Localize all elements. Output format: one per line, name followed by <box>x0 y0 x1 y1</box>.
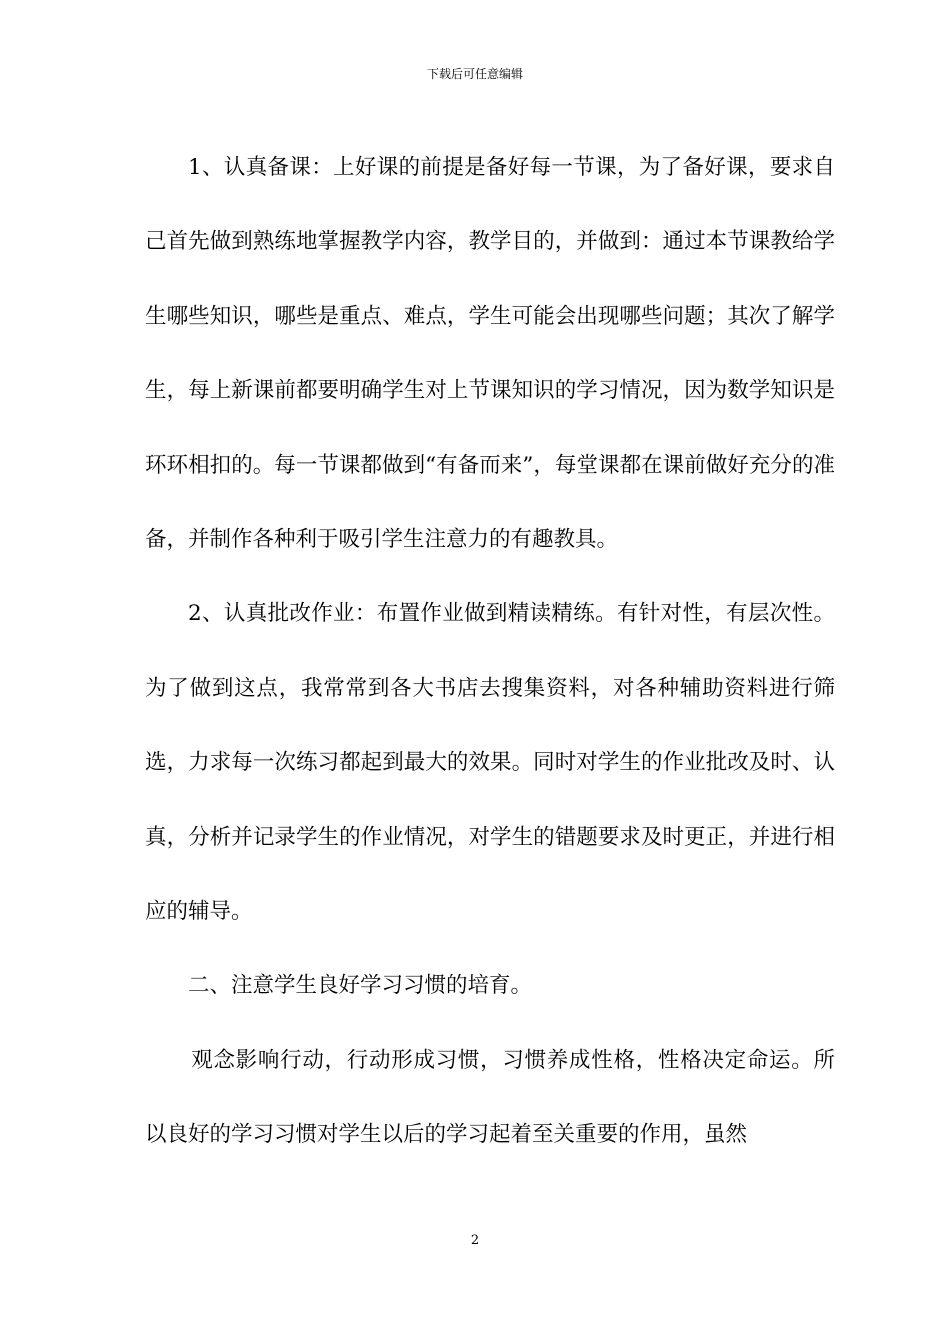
section-heading-study-habits: 二、注意学生良好学习习惯的培育。 <box>188 973 533 999</box>
page-number: 2 <box>470 1233 480 1248</box>
document-body <box>145 131 835 1173</box>
paragraph-study-habits: 观念影响行动，行动形成习惯，习惯养成性格，性格决定命运。所以良好的学习习惯对学生以后的学习起着至关重要的作用，虽然 <box>145 1047 835 1148</box>
paragraph-lesson-preparation: 1、认真备课：上好课的前提是备好每一节课，为了备好课，要求自己首先做到熟练地掌握教学内容，教学目的，并做到：通过本节课教给学生哪些知识，哪些是重点、难点，学生可能会出现哪些问题；其次了解学生，每上新课前都要明确学生对上节课知识的学习情况，因为数学知识是环环相扣的。每一节课都做到“有备而来”，每堂课都在课前做好充分的准备，并制作各种利于吸引学生注意力的有趣教具。 <box>145 155 835 553</box>
paragraph-homework-correction: 2、认真批改作业：布置作业做到精读精练。有针对性，有层次性。为了做到这点，我常常到各大书店去搜集资料，对各种辅助资料进行筛选，力求每一次练习都起到最大的效果。同时对学生的作业批改及时、认真，分析并记录学生的作业情况，对学生的错题要求及时更正，并进行相应的辅导。 <box>145 601 835 925</box>
page-header: 下载后可任意编辑 <box>426 67 523 81</box>
